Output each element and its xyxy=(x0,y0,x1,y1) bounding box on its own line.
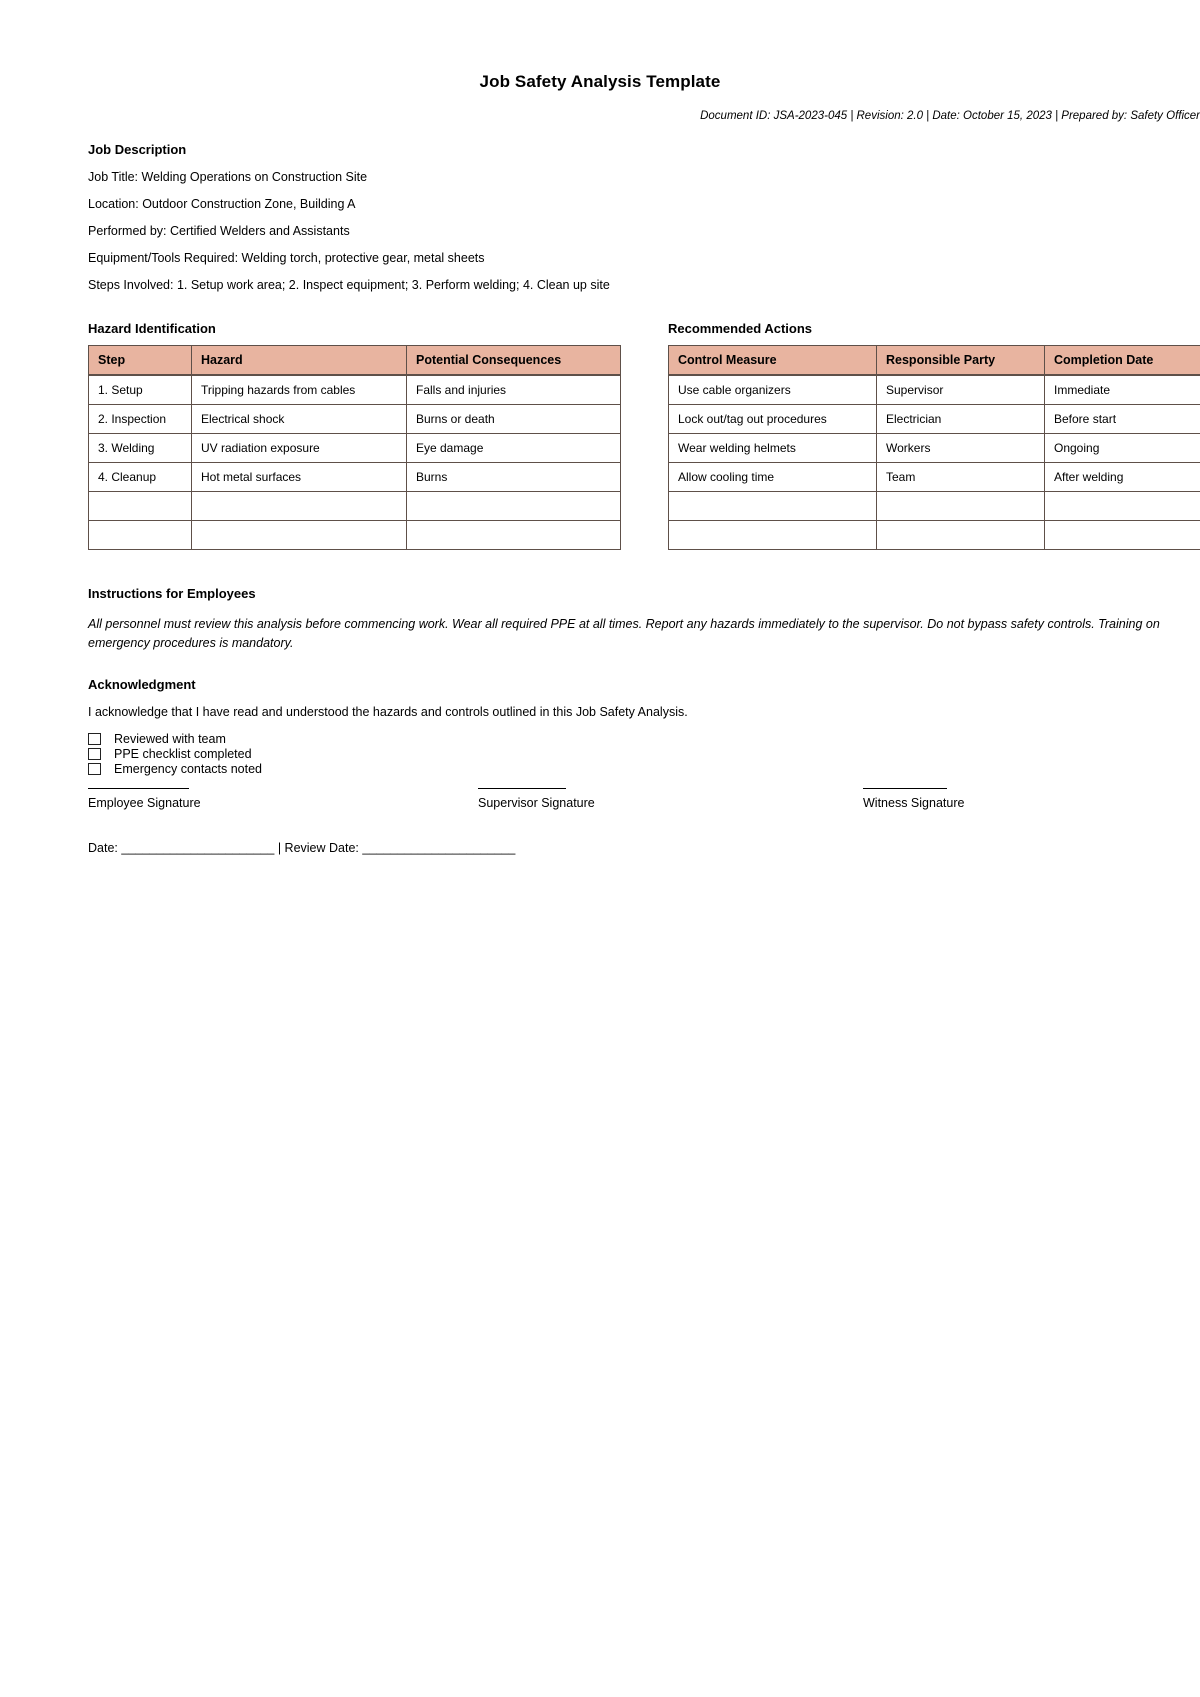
review-date-label: Review Date: xyxy=(284,840,359,855)
hazard-identification-heading: Hazard Identification xyxy=(88,321,216,336)
cell-completion-date: After welding xyxy=(1045,463,1200,492)
recommended-actions-heading: Recommended Actions xyxy=(668,321,812,336)
cell-control-measure: Allow cooling time xyxy=(669,463,877,492)
hazard-identification-block xyxy=(88,321,621,550)
signature-row xyxy=(88,788,1200,824)
cell-control-measure: Lock out/tag out procedures xyxy=(669,405,877,434)
table-row xyxy=(89,434,621,463)
table-header-row xyxy=(669,346,1200,376)
instructions-heading: Instructions for Employees xyxy=(88,586,256,601)
table-row-empty xyxy=(669,521,1200,550)
instructions-body: All personnel must review this analysis before commencing work. Wear all required PPE at all times. Report any hazards immediately to the supervisor. Do not bypass safety controls. Training on emergency procedures is mandatory. xyxy=(88,617,1160,650)
column-header-responsible-party: Responsible Party xyxy=(877,346,1045,376)
checklist-item-label: PPE checklist completed xyxy=(114,747,252,761)
cell-step: 4. Cleanup xyxy=(89,463,192,492)
signature-caption: Supervisor Signature xyxy=(478,795,595,810)
table-row-empty xyxy=(89,492,621,521)
cell-hazard xyxy=(192,492,407,521)
checklist-item-label: Reviewed with team xyxy=(114,732,226,746)
cell-step: 2. Inspection xyxy=(89,405,192,434)
table-header-row xyxy=(89,346,621,376)
cell-hazard: Tripping hazards from cables xyxy=(192,375,407,405)
column-header-step: Step xyxy=(89,346,192,376)
table-row xyxy=(89,405,621,434)
cell-control-measure xyxy=(669,521,877,550)
table-row xyxy=(89,463,621,492)
cell-consequences: Falls and injuries xyxy=(407,375,621,405)
cell-consequences: Burns or death xyxy=(407,405,621,434)
location-line: Location: Outdoor Construction Zone, Building A xyxy=(88,197,356,211)
cell-completion-date xyxy=(1045,521,1200,550)
cell-consequences: Eye damage xyxy=(407,434,621,463)
review-date-input-blank[interactable]: ______________________ xyxy=(362,840,516,855)
cell-completion-date: Ongoing xyxy=(1045,434,1200,463)
recommended-actions-block xyxy=(668,321,1200,550)
cell-control-measure xyxy=(669,492,877,521)
date-separator: | xyxy=(277,840,282,855)
witness-signature-field[interactable] xyxy=(863,788,964,810)
cell-consequences xyxy=(407,492,621,521)
signature-caption: Employee Signature xyxy=(88,795,201,810)
cell-step xyxy=(89,492,192,521)
cell-consequences: Burns xyxy=(407,463,621,492)
acknowledgment-checklist xyxy=(88,732,1200,777)
date-row xyxy=(88,841,1200,855)
table-row xyxy=(669,405,1200,434)
checklist-item-reviewed-with-team[interactable] xyxy=(88,732,1200,747)
tables-row xyxy=(88,321,1200,550)
cell-step xyxy=(89,521,192,550)
steps-involved-line: Steps Involved: 1. Setup work area; 2. Inspect equipment; 3. Perform welding; 4. Clean up site xyxy=(88,278,610,292)
cell-hazard: UV radiation exposure xyxy=(192,434,407,463)
signature-caption: Witness Signature xyxy=(863,795,965,810)
cell-responsible-party: Supervisor xyxy=(877,375,1045,405)
cell-hazard: Hot metal surfaces xyxy=(192,463,407,492)
cell-control-measure: Wear welding helmets xyxy=(669,434,877,463)
checkbox-icon[interactable] xyxy=(88,748,101,760)
job-description-heading: Job Description xyxy=(88,142,187,157)
cell-responsible-party: Electrician xyxy=(877,405,1045,434)
employee-signature-field[interactable] xyxy=(88,788,201,810)
cell-completion-date: Before start xyxy=(1045,405,1200,434)
checkbox-icon[interactable] xyxy=(88,763,101,775)
table-row xyxy=(669,434,1200,463)
equipment-line: Equipment/Tools Required: Welding torch, protective gear, metal sheets xyxy=(88,251,485,265)
cell-step: 1. Setup xyxy=(89,375,192,405)
cell-hazard xyxy=(192,521,407,550)
column-header-hazard: Hazard xyxy=(192,346,407,376)
checkbox-icon[interactable] xyxy=(88,733,101,745)
acknowledgment-heading: Acknowledgment xyxy=(88,676,196,692)
table-row xyxy=(89,375,621,405)
performed-by-line: Performed by: Certified Welders and Assistants xyxy=(88,224,350,238)
signature-line xyxy=(88,788,189,789)
date-label: Date: xyxy=(88,840,118,855)
cell-responsible-party: Team xyxy=(877,463,1045,492)
cell-step: 3. Welding xyxy=(89,434,192,463)
cell-responsible-party xyxy=(877,521,1045,550)
cell-completion-date: Immediate xyxy=(1045,375,1200,405)
page-title: Job Safety Analysis Template xyxy=(479,72,721,91)
signature-line xyxy=(478,788,566,789)
document-metadata: Document ID: JSA-2023-045 | Revision: 2.0 | Date: October 15, 2023 | Prepared by: Safety Officer xyxy=(700,110,1200,122)
supervisor-signature-field[interactable] xyxy=(478,788,595,810)
column-header-consequences: Potential Consequences xyxy=(407,346,621,376)
cell-hazard: Electrical shock xyxy=(192,405,407,434)
table-row-empty xyxy=(669,492,1200,521)
cell-control-measure: Use cable organizers xyxy=(669,375,877,405)
hazard-identification-table xyxy=(88,345,621,550)
column-header-completion-date: Completion Date xyxy=(1045,346,1200,376)
date-input-blank[interactable]: ______________________ xyxy=(121,840,275,855)
cell-responsible-party: Workers xyxy=(877,434,1045,463)
checklist-item-ppe-checklist-completed[interactable] xyxy=(88,747,1200,762)
cell-responsible-party xyxy=(877,492,1045,521)
recommended-actions-table xyxy=(668,345,1200,550)
signature-line xyxy=(863,788,947,789)
column-header-control-measure: Control Measure xyxy=(669,346,877,376)
job-title-line: Job Title: Welding Operations on Construction Site xyxy=(88,170,368,184)
checklist-item-label: Emergency contacts noted xyxy=(114,762,262,776)
table-row xyxy=(669,375,1200,405)
acknowledgment-statement: I acknowledge that I have read and understood the hazards and controls outlined in this Job Safety Analysis. xyxy=(88,704,688,719)
table-row xyxy=(669,463,1200,492)
checklist-item-emergency-contacts-noted[interactable] xyxy=(88,762,1200,777)
table-row-empty xyxy=(89,521,621,550)
cell-completion-date xyxy=(1045,492,1200,521)
cell-consequences xyxy=(407,521,621,550)
